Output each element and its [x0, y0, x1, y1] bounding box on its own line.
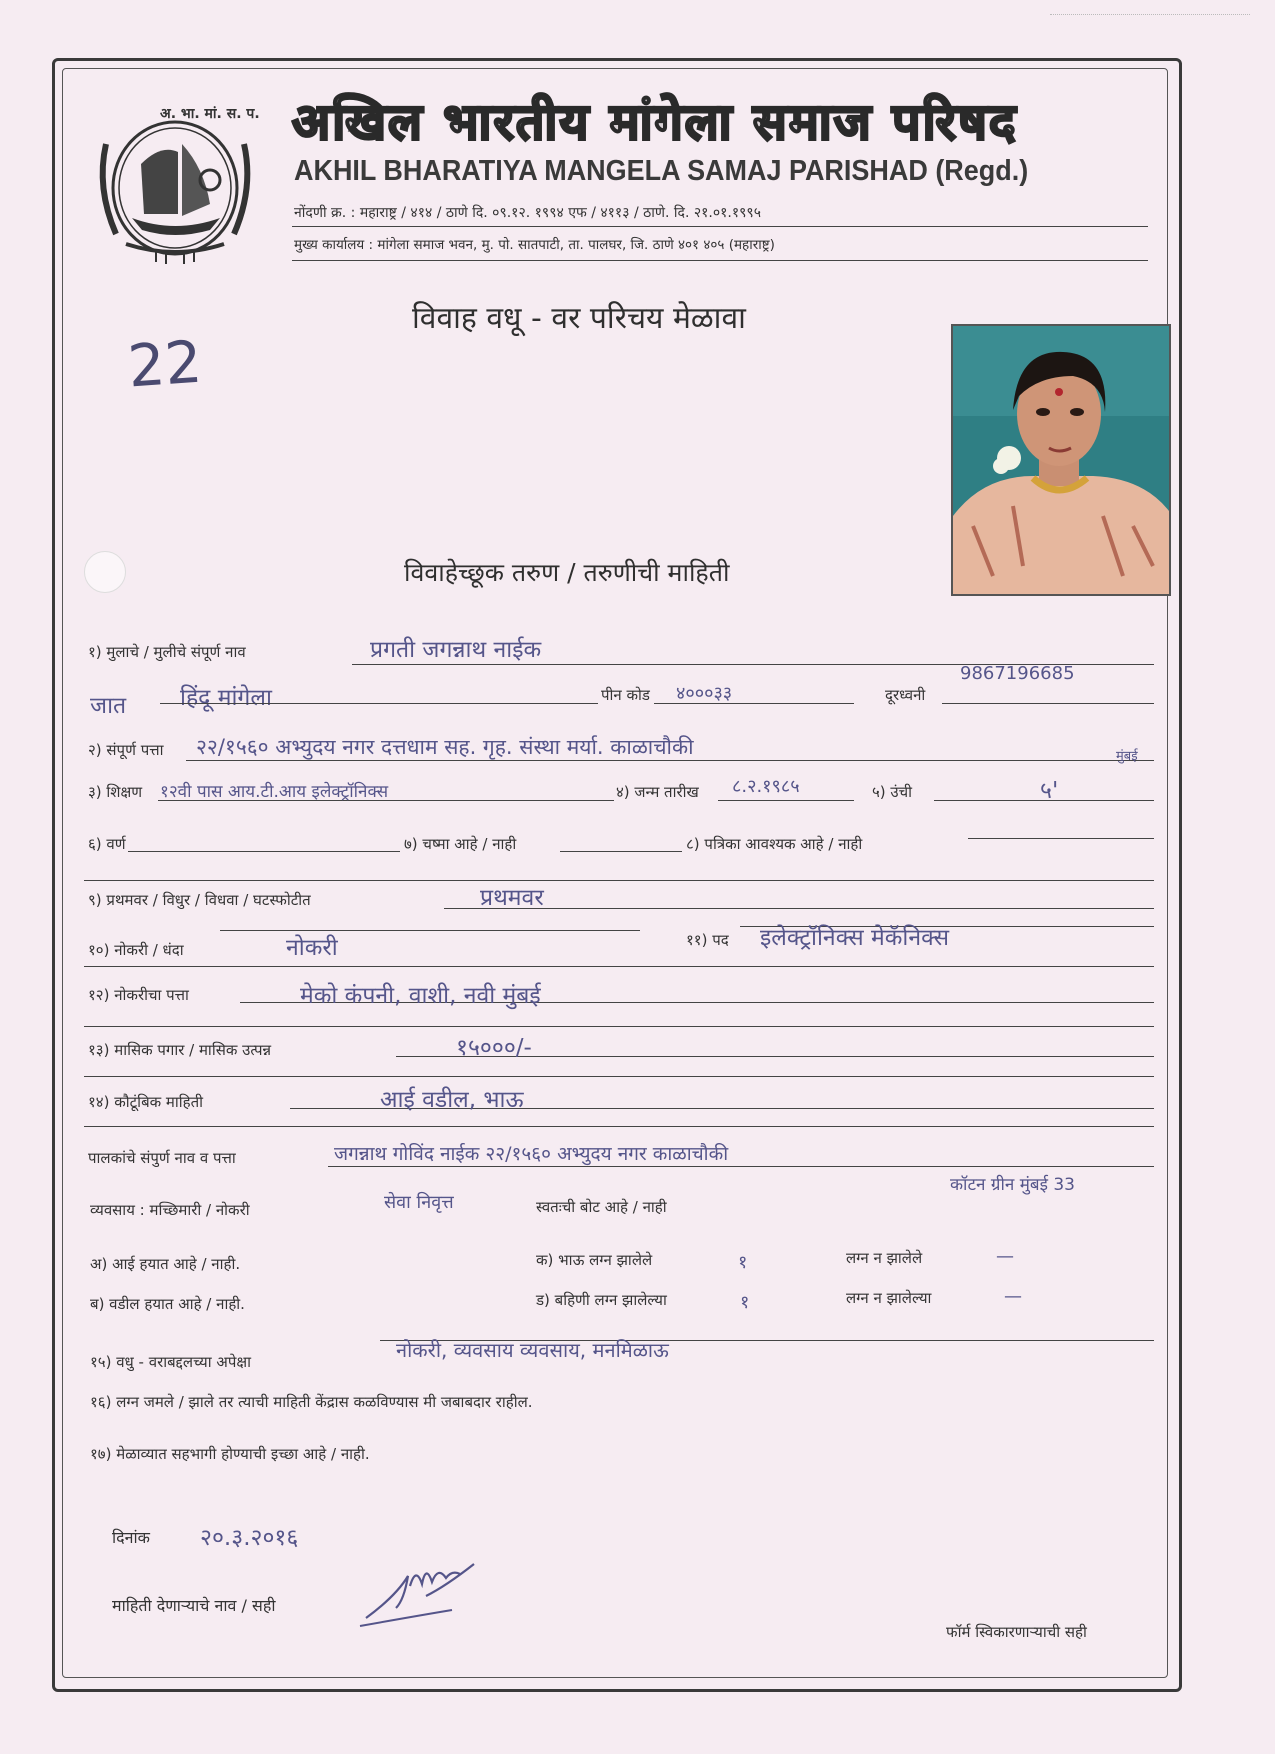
- office-address: मुख्य कार्यालय : मांगेला समाज भवन, मु. पो. सातपाटी, ता. पालघर, जि. ठाणे ४०१ ४०५ (महाराष्ट्र): [294, 237, 775, 253]
- height-value[interactable]: ५': [1040, 778, 1059, 804]
- job-value[interactable]: नोकरी: [286, 935, 338, 961]
- dob-label: ४) जन्म तारीख: [616, 783, 699, 801]
- scan-artifact: [1050, 14, 1250, 15]
- blank-line: [84, 966, 1154, 967]
- unmarried-female-value[interactable]: —: [1004, 1286, 1022, 1307]
- job-label: १०) नोकरी / धंदा: [88, 941, 184, 959]
- header-rule: [292, 260, 1148, 261]
- declaration-text: १६) लग्न जमले / झाले तर त्याची माहिती केंद्रास कळविण्यास मी जबाबदार राहील.: [90, 1393, 533, 1411]
- name-value[interactable]: प्रगती जगन्नाथ नाईक: [370, 637, 542, 663]
- pincode-label: पीन कोड: [601, 686, 650, 704]
- salary-value[interactable]: १५०००/-: [456, 1035, 532, 1061]
- boat-label: स्वतःची बोट आहे / नाही: [536, 1198, 667, 1216]
- applicant-signature: [356, 1556, 496, 1630]
- unmarried-male-value[interactable]: —: [996, 1246, 1014, 1267]
- glasses-line: [560, 851, 682, 852]
- receiver-signature-label: फॉर्म स्विकारणाऱ्याची सही: [946, 1623, 1087, 1641]
- marital-value[interactable]: प्रथमवर: [480, 885, 544, 911]
- pincode-value[interactable]: ४०००३३: [676, 683, 733, 704]
- section-title: विवाहेच्छूक तरुण / तरुणीची माहिती: [404, 558, 730, 587]
- logo-text: अ. भा. मां. स. प.: [160, 106, 260, 122]
- applicant-photo: [951, 324, 1171, 596]
- brothers-married-value[interactable]: १: [738, 1252, 748, 1273]
- expectation-value[interactable]: नोकरी, व्यवसाय व्यवसाय, मनमिळाऊ: [396, 1338, 669, 1362]
- glasses-label: ७) चष्मा आहे / नाही: [404, 835, 517, 853]
- guardian-label: पालकांचे संपुर्ण नाव व पत्ता: [88, 1149, 236, 1167]
- marital-line: [444, 908, 1154, 909]
- caste-line: [160, 703, 598, 704]
- sisters-married-label: ड) बहिणी लग्न झालेल्या: [536, 1291, 667, 1309]
- date-value[interactable]: २०.३.२०१६: [200, 1525, 299, 1551]
- job-line: [220, 930, 640, 931]
- complexion-line: [128, 851, 400, 852]
- dob-line: [718, 800, 854, 801]
- phone-line: [942, 703, 1154, 704]
- post-label: ११) पद: [686, 931, 729, 949]
- phone-value[interactable]: 9867196685: [960, 663, 1075, 684]
- registration-line: नोंदणी क्र. : महाराष्ट्र / ४१४ / ठाणे दि. ०९.१२. १९९४ एफ / ४११३ / ठाणे. दि. २१.०१.१९९५: [294, 205, 761, 221]
- participation-text: १७) मेळाव्यात सहभागी होण्याची इच्छा आहे / नाही.: [90, 1445, 370, 1463]
- guardian-line: [328, 1166, 1154, 1167]
- logo-emblem-icon: [86, 104, 264, 270]
- guardian-value[interactable]: जगन्नाथ गोविंद नाईक २२/१५६० अभ्युदय नगर काळाचौकी: [334, 1143, 729, 1165]
- blank-line: [84, 1026, 1154, 1027]
- form-title: विवाह वधू - वर परिचय मेळावा: [412, 301, 746, 336]
- blank-line: [84, 1076, 1154, 1077]
- expectation-label: १५) वधु - वराबद्दलच्या अपेक्षा: [90, 1353, 252, 1371]
- horoscope-line: [968, 838, 1154, 839]
- post-value[interactable]: इलेक्ट्रॉनिक्स मेकॅनिक्स: [760, 925, 950, 951]
- punch-hole: [84, 551, 126, 593]
- caste-label: जात: [90, 693, 127, 719]
- complexion-label: ६) वर्ण: [88, 835, 126, 853]
- brothers-married-label: क) भाऊ लग्न झालेले: [536, 1251, 653, 1269]
- address-value[interactable]: २२/१५६० अभ्युदय नगर दत्तधाम सह. गृह. संस्था मर्या. काळाचौकी: [196, 735, 694, 759]
- family-value[interactable]: आई वडील, भाऊ: [380, 1087, 524, 1113]
- family-label: १४) कौटूंबिक माहिती: [88, 1093, 204, 1111]
- height-label: ५) उंची: [872, 783, 913, 801]
- address-city[interactable]: मुंबई: [1116, 749, 1138, 764]
- education-value[interactable]: १२वी पास आय.टी.आय इलेक्ट्रॉनिक्स: [160, 782, 389, 802]
- date-label: दिनांक: [112, 1528, 150, 1547]
- occupation-label: व्यवसाय : मच्छिमारी / नोकरी: [90, 1201, 250, 1219]
- blank-line: [84, 1126, 1154, 1127]
- sisters-married-value[interactable]: १: [740, 1292, 750, 1313]
- salary-label: १३) मासिक पगार / मासिक उत्पन्न: [88, 1041, 272, 1059]
- org-title-english: AKHIL BHARATIYA MANGELA SAMAJ PARISHAD (Regd.): [294, 155, 1029, 187]
- education-label: ३) शिक्षण: [88, 783, 143, 801]
- guardian-value-line2[interactable]: कॉटन ग्रीन मुंबई 33: [950, 1175, 1075, 1195]
- address-label: २) संपूर्ण पत्ता: [88, 741, 164, 759]
- marital-label: ९) प्रथमवर / विधुर / विधवा / घटस्फोटीत: [88, 891, 311, 909]
- dob-value[interactable]: ८.२.१९८५: [732, 776, 800, 797]
- serial-number: 22: [125, 327, 205, 401]
- phone-label: दूरध्वनी: [885, 686, 926, 704]
- job-address-value[interactable]: मेको कंपनी, वाशी, नवी मुंबई: [300, 983, 541, 1009]
- informant-label: माहिती देणाऱ्याचे नाव / सही: [112, 1596, 276, 1615]
- job-address-label: १२) नोकरीचा पत्ता: [88, 986, 189, 1004]
- father-label: ब) वडील हयात आहे / नाही.: [90, 1295, 245, 1313]
- header-rule: [292, 226, 1148, 227]
- blank-line: [84, 880, 1154, 881]
- unmarried-male-label: लग्न न झालेले: [846, 1249, 923, 1267]
- unmarried-female-label: लग्न न झालेल्या: [846, 1289, 932, 1307]
- occupation-value[interactable]: सेवा निवृत्त: [384, 1192, 454, 1213]
- org-title-marathi: अखिल भारतीय मांगेला समाज परिषद: [292, 93, 1018, 151]
- name-label: १) मुलाचे / मुलीचे संपूर्ण नाव: [88, 643, 246, 661]
- mother-label: अ) आई हयात आहे / नाही.: [90, 1255, 241, 1273]
- horoscope-label: ८) पत्रिका आवश्यक आहे / नाही: [686, 835, 863, 853]
- caste-value[interactable]: हिंदू मांगेला: [180, 685, 272, 711]
